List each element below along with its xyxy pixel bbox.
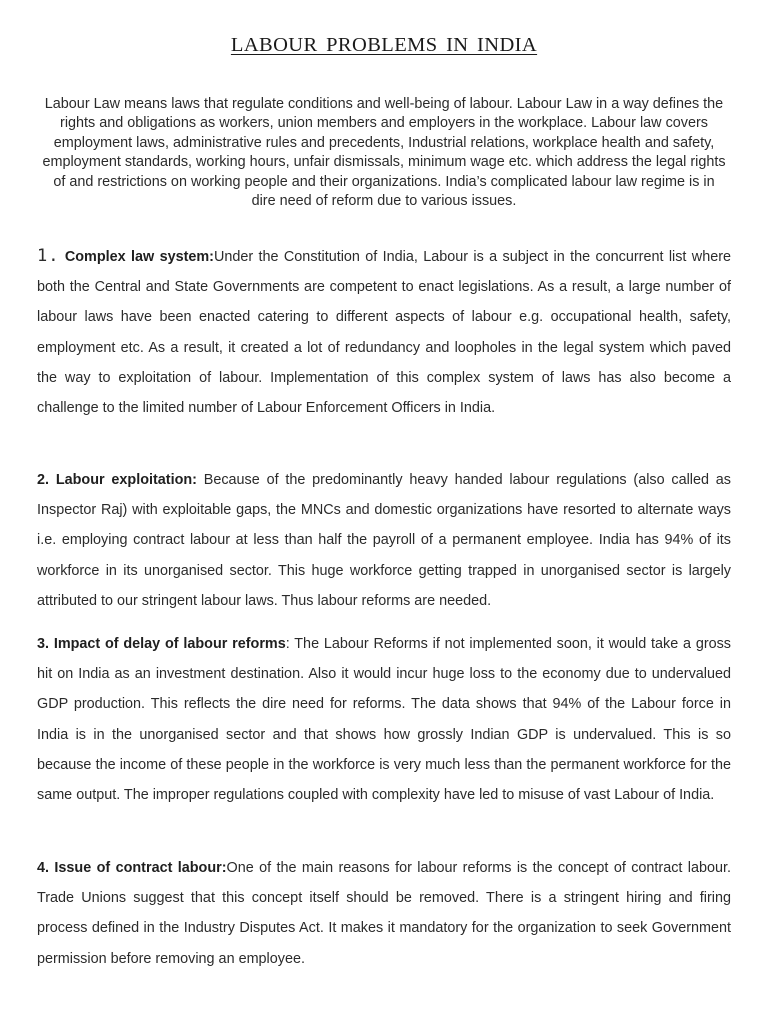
section-body: Under the Constitution of India, Labour is a subject in the concurrent list where both the Central and State Governments are competent to enact legislations. As a result, a large number of labour laws have been enacted catering to different aspects of labour e.g. occupational health, safety, employment etc. As a result, it created a lot of redundancy and loopholes in the legal system which paved the way to exploitation of labour. Implementation of this complex system of laws has also become a challenge to the limited number of Labour Enforcement Officers in India. — [37, 249, 731, 417]
section-heading: Complex law system: — [64, 249, 214, 265]
section-number: 4. — [37, 860, 50, 876]
page-title — [0, 34, 768, 57]
page-title-text: LABOUR PROBLEMS IN INDIA — [230, 34, 538, 56]
section-heading: Impact of delay of labour reforms — [53, 636, 286, 652]
intro-paragraph: Labour Law means laws that regulate conditions and well-being of labour. Labour Law in a way defines the rights and obligations as workers, union members and employers in the workplace. Labour law covers employment laws, administrative rules and precedents, Industrial relations, workplace health and safety, employment standards, working hours, unfair dismissals, minimum wage etc. which address the legal rights of and restrictions on working people and their organizations. India’s complicated labour law regime is in dire need of reform due to various issues. — [42, 96, 726, 210]
section-complex-law-system — [37, 241, 731, 423]
section-body: : The Labour Reforms if not implemented soon, it would take a gross hit on India as an investment destination. Also it would incur huge loss to the economy due to undervalued GDP production. This reflects the dire need for reforms. The data shows that 94% of the Labour force in India is in the unorganised sector and that shows how grossly Indian GDP is undervalued. This is so because the income of these people in the workforce is very much less than the permanent workforce for the same output. The improper regulations coupled with complexity have led to misuse of vast Labour of India. — [37, 636, 732, 804]
section-impact-of-delay — [37, 629, 731, 810]
section-heading: Labour exploitation: — [55, 472, 197, 488]
section-body: Because of the predominantly heavy handed labour regulations (also called as Inspector Raj) with exploitable gaps, the MNCs and domestic organizations have resorted to alternate ways i.e. employing contract labour at less than half the payroll of a permanent employee. India has 94% of its workforce in its unorganised sector. This huge workforce getting trapped in unorganised sector is largely attributed to our stringent labour laws. Thus labour reforms are needed. — [37, 472, 732, 609]
section-labour-exploitation — [37, 465, 731, 616]
section-number: 1. — [37, 246, 60, 266]
section-number: 3. — [37, 636, 50, 652]
section-body: One of the main reasons for labour reforms is the concept of contract labour. Trade Unions suggest that this concept itself should be removed. There is a stringent hiring and firing process defined in the Industry Disputes Act. It makes it mandatory for the organization to seek Government permission before removing an employee. — [37, 860, 732, 967]
section-contract-labour — [37, 853, 731, 974]
section-heading: Issue of contract labour: — [54, 860, 227, 876]
section-number: 2. — [37, 472, 50, 488]
